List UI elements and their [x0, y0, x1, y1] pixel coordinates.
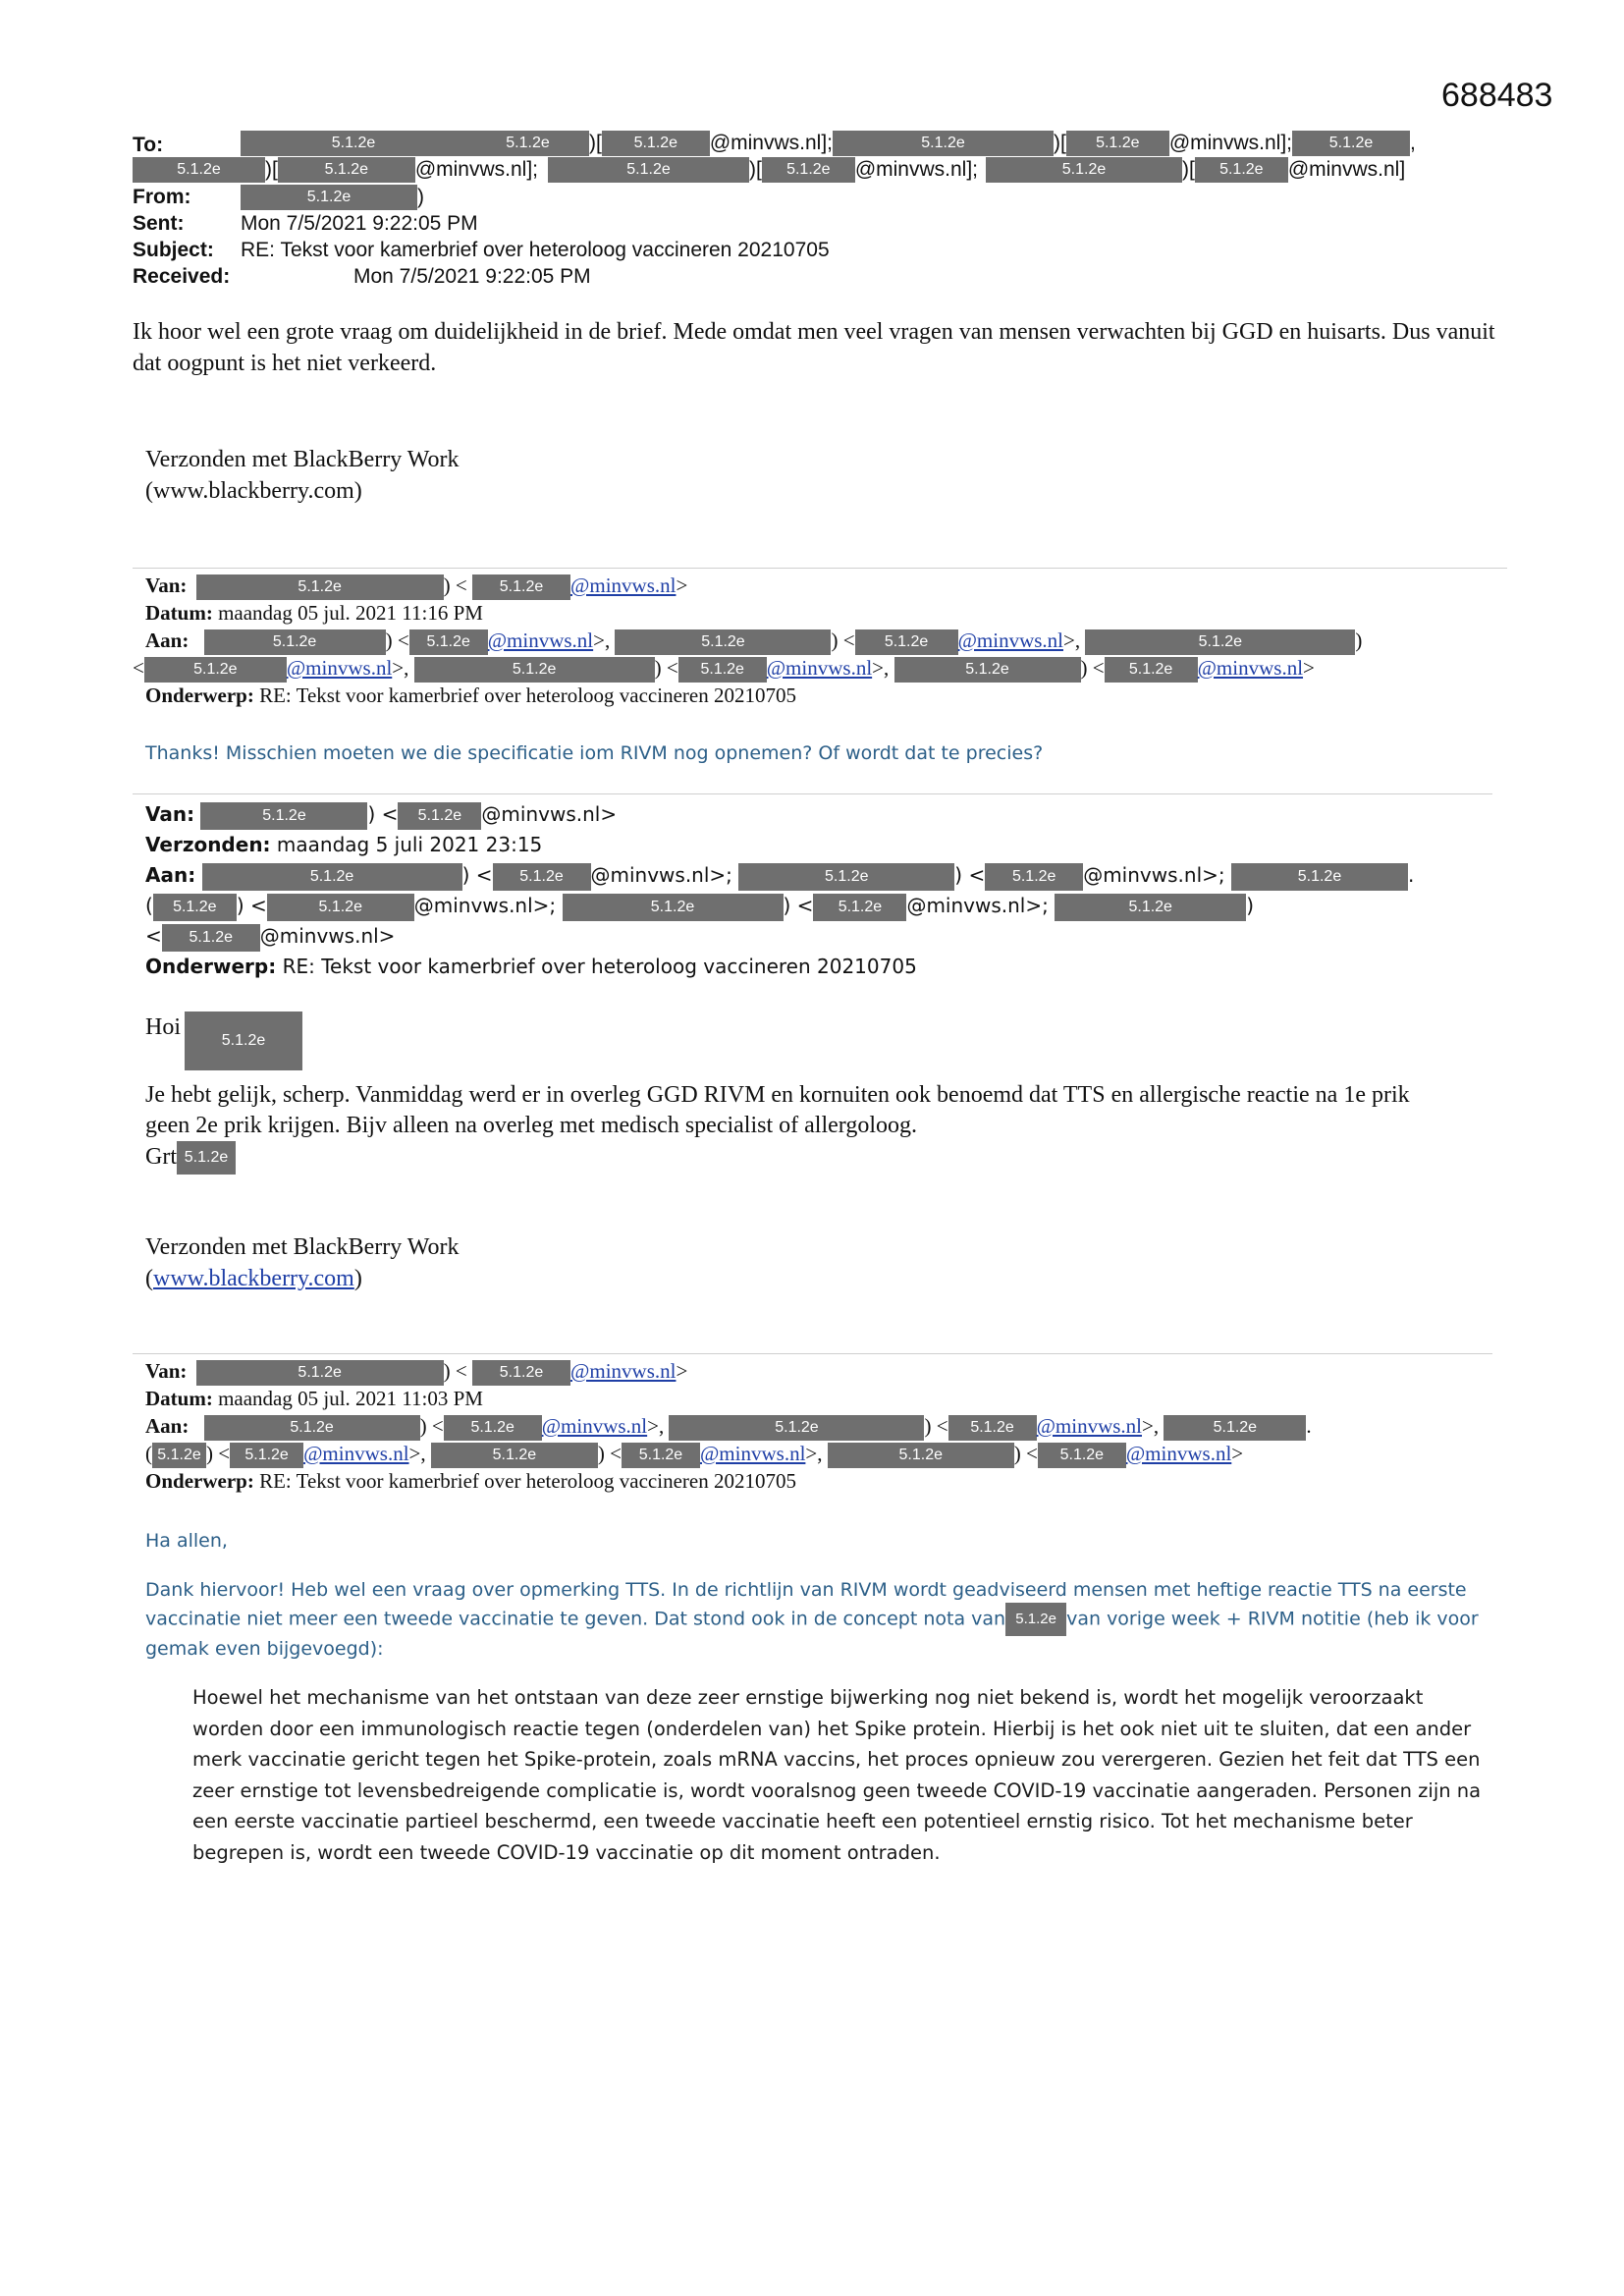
separator: >, — [1063, 629, 1081, 652]
redaction: 5.1.2e — [152, 1443, 206, 1468]
separator: < — [145, 924, 162, 948]
message-4-aan-line-2 — [145, 1440, 1243, 1468]
to-recipients-row-1 — [241, 130, 1416, 156]
divider — [133, 793, 1492, 794]
separator: ) < — [419, 1414, 444, 1438]
message-3-verzonden-line — [145, 830, 542, 859]
message-3-signature-line-2 — [145, 1263, 362, 1294]
redaction: 5.1.2e — [548, 157, 749, 183]
separator: . — [1407, 863, 1415, 887]
message-4-onderwerp-line — [145, 1467, 796, 1495]
subject-line — [133, 237, 830, 263]
aan-label: Aan: — [145, 1414, 189, 1438]
to-label: To: — [133, 134, 164, 156]
separator: >, — [647, 1414, 665, 1438]
message-4-van-line — [145, 1357, 687, 1386]
onderwerp-value: RE: Tekst voor kamerbrief over heteroloog vaccineren 20210705 — [259, 1469, 796, 1493]
email-domain: @minvws.nl> — [259, 924, 396, 948]
van-label: Van: — [145, 574, 188, 597]
redaction: 5.1.2e — [162, 924, 260, 952]
message-2-body: Thanks! Misschien moeten we die specificatie iom RIVM nog opnemen? Of wordt dat te precies? — [145, 742, 1044, 764]
aan-label: Aan: — [145, 629, 189, 652]
separator: ) < — [367, 802, 399, 826]
redaction: 5.1.2e — [948, 1415, 1037, 1441]
message-2-van-line — [145, 572, 687, 600]
redaction: 5.1.2e — [493, 863, 591, 891]
paren: ) — [353, 1266, 362, 1291]
email-link[interactable]: @minvws.nl — [766, 656, 873, 680]
message-3-closing — [145, 1141, 236, 1175]
separator: ) < — [954, 863, 986, 887]
verzonden-label: Verzonden: — [145, 833, 271, 856]
paren: ( — [145, 1266, 153, 1291]
redaction: 5.1.2e — [985, 863, 1083, 891]
separator: , — [1410, 132, 1416, 154]
email-domain: @minvws.nl]; — [1168, 132, 1292, 154]
email-link[interactable]: @minvws.nl — [286, 656, 393, 680]
sent-line — [133, 210, 478, 237]
received-line — [133, 263, 591, 290]
rivm-quote: Hoewel het mechanisme van het ontstaan van deze zeer ernstige bijwerking nog niet bekend is, wordt het mogelijk veroorzaakt worden door een immunologisch reactie tegen (onderdelen van) het Spike protein. Hierbij is het ook niet uit te sluiten, dat een ander merk vaccinatie gericht tegen het Spike-protein, zoals mRNA vaccins, het proces opnieuw zou verergeren. Gezien het feit dat TTS een zeer ernstige tot levensbedreigende complicatie is, wordt vooralsnog geen tweede COVID-19 vaccinatie aangeraden. Personen zijn na een eerste vaccinatie partieel beschermd, een tweede vaccinatie heeft een potentieel ernstig risico. Tot het mechanisme beter begrepen is, wordt een tweede COVID-19 vaccinatie op dit moment ontraden. — [192, 1686, 1482, 1864]
redaction: 5.1.2e — [196, 574, 444, 600]
separator: >, — [872, 656, 890, 680]
separator: ) < — [1013, 1442, 1038, 1465]
email-link[interactable]: @minvws.nl — [541, 1414, 648, 1438]
message-2-aan-line-1 — [145, 627, 1362, 655]
redaction: 5.1.2e — [1005, 1603, 1066, 1636]
redaction: 5.1.2e — [466, 131, 589, 156]
email-domain: @minvws.nl>; — [906, 894, 1049, 917]
redaction: 5.1.2e — [669, 1415, 924, 1441]
redaction: 5.1.2e — [409, 629, 488, 655]
redaction: 5.1.2e — [153, 894, 237, 921]
onderwerp-value: RE: Tekst voor kamerbrief over heteroloog vaccineren 20210705 — [259, 683, 796, 707]
redaction: 5.1.2e — [414, 657, 655, 683]
email-link[interactable]: @minvws.nl — [1197, 656, 1304, 680]
redaction: 5.1.2e — [1231, 863, 1408, 891]
separator: ) < — [443, 1359, 467, 1383]
separator: )[ — [1182, 158, 1195, 181]
redaction: 5.1.2e — [267, 894, 414, 921]
message-1-signature-line-1: Verzonden met BlackBerry Work — [145, 447, 460, 472]
verzonden-value: maandag 5 juli 2021 23:15 — [276, 833, 543, 856]
message-2-datum-line — [145, 599, 483, 627]
email-link[interactable]: @minvws.nl — [487, 629, 594, 652]
message-3-signature-line-1: Verzonden met BlackBerry Work — [145, 1234, 460, 1260]
datum-value: maandag 05 jul. 2021 11:16 PM — [218, 601, 483, 625]
separator: >, — [392, 656, 409, 680]
email-domain: @minvws.nl — [481, 802, 601, 826]
separator: ) — [1246, 894, 1255, 917]
message-3-van-line — [145, 799, 617, 830]
separator: ) < — [783, 894, 814, 917]
separator: ) < — [831, 629, 855, 652]
redaction: 5.1.2e — [762, 157, 855, 183]
separator: . — [1306, 1414, 1312, 1438]
email-link[interactable]: @minvws.nl — [1125, 1442, 1232, 1465]
separator: ) < — [924, 1414, 948, 1438]
message-1-body: Ik hoor wel een grote vraag om duidelijkheid in de brief. Mede omdat men veel vragen van mensen verwachten bij GGD en huisarts. Dus vanuit dat oogpunt is het niet verkeerd. — [133, 319, 1495, 376]
closing-text: Grt — [145, 1144, 177, 1170]
separator: ) — [417, 186, 424, 208]
message-1-signature-line-2: (www.blackberry.com) — [145, 478, 362, 504]
email-link[interactable]: @minvws.nl — [699, 1442, 806, 1465]
separator: >, — [1142, 1414, 1160, 1438]
to-line — [133, 132, 163, 158]
redaction: 5.1.2e — [828, 1443, 1014, 1468]
redaction: 5.1.2e — [1292, 131, 1410, 156]
message-3-greeting — [145, 1011, 302, 1070]
redaction: 5.1.2e — [563, 894, 784, 921]
message-3-onderwerp-line — [145, 952, 917, 981]
redaction: 5.1.2e — [431, 1443, 598, 1468]
redaction: 5.1.2e — [472, 1360, 570, 1386]
redaction: 5.1.2e — [833, 131, 1054, 156]
redaction: 5.1.2e — [204, 1415, 420, 1441]
separator: < — [133, 656, 144, 680]
separator: )[ — [749, 158, 762, 181]
message-2-onderwerp-line — [145, 682, 796, 709]
greeting-text: Hoi — [145, 1014, 181, 1040]
separator: ) < — [385, 629, 409, 652]
message-4-aan-line-1 — [145, 1412, 1312, 1441]
redaction: 5.1.2e — [986, 157, 1182, 183]
separator: > — [1303, 656, 1315, 680]
email-domain: @minvws.nl>; — [590, 863, 732, 887]
separator: ) — [1355, 629, 1363, 652]
subject-value: RE: Tekst voor kamerbrief over heteroloog vaccineren 20210705 — [241, 239, 830, 261]
message-3-aan-line-1 — [145, 860, 1414, 891]
message-3-body: Je hebt gelijk, scherp. Vanmiddag werd er in overleg GGD RIVM en kornuiten ook benoemd dat TTS en allergische reactie na 1e prik geen 2e prik krijgen. Bijv alleen na overleg met medisch specialist of allergoloog. — [145, 1082, 1410, 1138]
body-part-2: van vorige week + RIVM notitie (heb ik voor gemak even bijgevoegd): — [145, 1608, 1479, 1660]
datum-value: maandag 05 jul. 2021 11:03 PM — [218, 1387, 483, 1410]
redaction: 5.1.2e — [1055, 894, 1246, 921]
redaction: 5.1.2e — [278, 157, 415, 183]
redaction: 5.1.2e — [615, 629, 831, 655]
onderwerp-label: Onderwerp: — [145, 683, 254, 707]
separator: >, — [408, 1442, 426, 1465]
redaction: 5.1.2e — [133, 157, 265, 183]
onderwerp-label: Onderwerp: — [145, 1469, 254, 1493]
datum-label: Datum: — [145, 601, 213, 625]
message-4-body — [145, 1577, 1510, 1662]
received-label: Received: — [133, 265, 231, 288]
redaction: 5.1.2e — [177, 1141, 236, 1175]
redaction: 5.1.2e — [230, 1443, 303, 1468]
onderwerp-value: RE: Tekst voor kamerbrief over heteroloog vaccineren 20210705 — [282, 955, 917, 978]
van-label: Van: — [145, 802, 195, 826]
redaction: 5.1.2e — [196, 1360, 444, 1386]
to-recipients-row-2 — [133, 156, 1405, 183]
sent-label: Sent: — [133, 212, 185, 235]
separator: > — [676, 1359, 688, 1383]
email-link[interactable]: @minvws.nl — [1036, 1414, 1142, 1438]
separator: ) < — [236, 894, 267, 917]
redaction: 5.1.2e — [202, 863, 462, 891]
van-label: Van: — [145, 1359, 188, 1383]
redaction: 5.1.2e — [398, 802, 481, 830]
from-line — [133, 184, 424, 210]
email-domain: @minvws.nl>; — [1083, 863, 1225, 887]
separator: >, — [593, 629, 611, 652]
redaction: 5.1.2e — [622, 1443, 700, 1468]
redaction: 5.1.2e — [602, 131, 710, 156]
email-link[interactable]: @minvws.nl — [303, 1442, 409, 1465]
separator: ) < — [443, 574, 467, 597]
redaction: 5.1.2e — [144, 657, 287, 683]
redaction: 5.1.2e — [813, 894, 906, 921]
email-domain: @minvws.nl>; — [413, 894, 557, 917]
blackberry-link[interactable]: www.blackberry.com — [153, 1266, 354, 1291]
redaction: 5.1.2e — [1164, 1415, 1306, 1441]
message-3-aan-line-3 — [145, 921, 395, 952]
email-domain: @minvws.nl]; — [414, 158, 538, 181]
email-domain: @minvws.nl] — [1287, 158, 1406, 181]
message-2-aan-line-2 — [133, 654, 1315, 683]
message-3-aan-line-2 — [145, 891, 1254, 921]
body-part-1: Dank hiervoor! Heb wel een vraag over opmerking TTS. In de richtlijn van RIVM wordt geadviseerd mensen met heftige reactie TTS na eerste vaccinatie niet meer een tweede vaccinatie te geven. Dat stond ook in de concept nota van — [145, 1579, 1467, 1630]
separator: )[ — [1054, 132, 1066, 154]
email-link[interactable]: @minvws.nl — [957, 629, 1063, 652]
redaction: 5.1.2e — [1195, 157, 1288, 183]
redaction: 5.1.2e — [241, 131, 466, 156]
redaction: 5.1.2e — [444, 1415, 542, 1441]
redaction: 5.1.2e — [472, 574, 570, 600]
separator: > — [676, 574, 688, 597]
redaction: 5.1.2e — [241, 185, 417, 210]
redaction: 5.1.2e — [1038, 1443, 1126, 1468]
redaction: 5.1.2e — [1066, 131, 1169, 156]
separator: ) < — [461, 863, 493, 887]
datum-label: Datum: — [145, 1387, 213, 1410]
received-value: Mon 7/5/2021 9:22:05 PM — [353, 265, 591, 288]
separator: )[ — [265, 158, 278, 181]
subject-label: Subject: — [133, 239, 214, 261]
redaction: 5.1.2e — [855, 629, 958, 655]
from-label: From: — [133, 186, 191, 208]
redaction: 5.1.2e — [200, 802, 367, 830]
sent-value: Mon 7/5/2021 9:22:05 PM — [241, 212, 478, 235]
document-number: 688483 — [1441, 77, 1553, 114]
message-4-datum-line — [145, 1385, 483, 1412]
redaction: 5.1.2e — [1105, 657, 1198, 683]
separator: > — [600, 802, 618, 826]
separator: )[ — [589, 132, 602, 154]
message-4-greeting: Ha allen, — [145, 1530, 228, 1552]
divider — [133, 568, 1507, 569]
separator: >, — [805, 1442, 823, 1465]
separator: ( — [145, 894, 153, 917]
separator: > — [1231, 1442, 1244, 1465]
redaction: 5.1.2e — [204, 629, 386, 655]
aan-label: Aan: — [145, 863, 196, 887]
redaction: 5.1.2e — [678, 657, 767, 683]
divider — [133, 1353, 1492, 1354]
redaction: 5.1.2e — [185, 1011, 302, 1070]
separator: ( — [145, 1442, 152, 1465]
email-link[interactable]: @minvws.nl — [570, 1359, 677, 1383]
separator: ) < — [597, 1442, 622, 1465]
redaction: 5.1.2e — [1085, 629, 1355, 655]
separator: ) < — [654, 656, 678, 680]
separator: ) < — [206, 1442, 231, 1465]
onderwerp-label: Onderwerp: — [145, 955, 277, 978]
email-link[interactable]: @minvws.nl — [570, 574, 677, 597]
separator: ) < — [1080, 656, 1105, 680]
redaction: 5.1.2e — [894, 657, 1081, 683]
email-domain: @minvws.nl]; — [854, 158, 978, 181]
redaction: 5.1.2e — [738, 863, 954, 891]
email-domain: @minvws.nl]; — [709, 132, 833, 154]
